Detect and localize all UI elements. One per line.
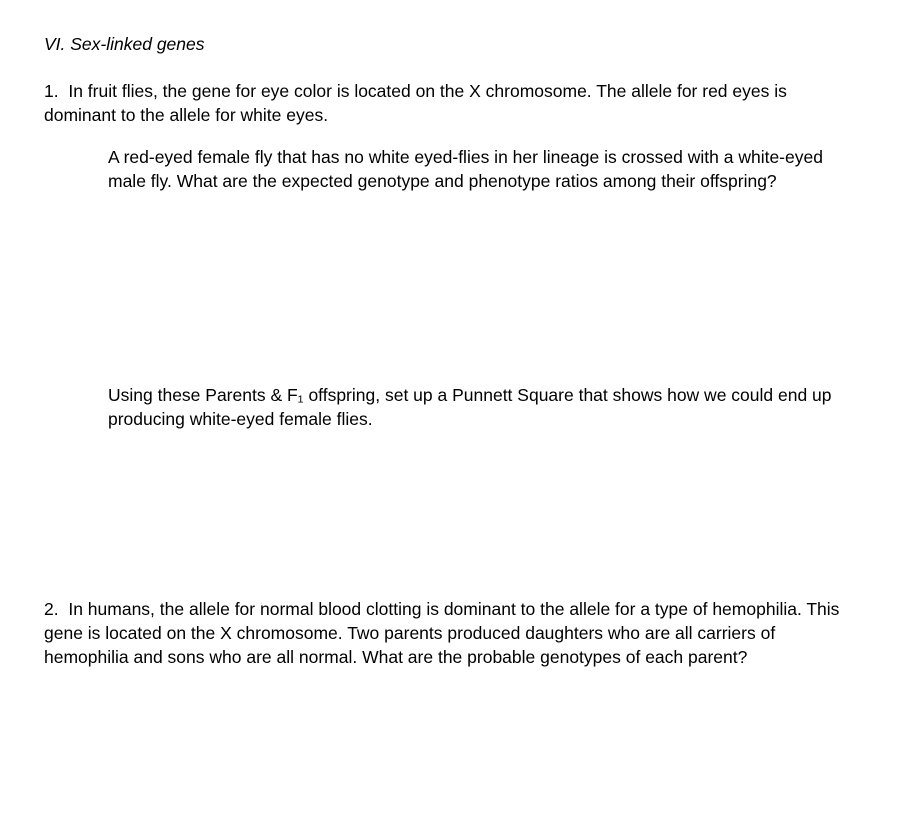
question-1-part-b-line-2: producing white-eyed female flies. bbox=[108, 409, 373, 429]
question-1-part-b-line-1: Using these Parents & F₁ offspring, set up a Punnett Square that shows how we could end up bbox=[108, 385, 832, 405]
question-2-line-1 bbox=[44, 597, 839, 621]
question-2-line-2: gene is located on the X chromosome. Two parents produced daughters who are all carriers of bbox=[44, 623, 776, 643]
question-1-stem-line-1 bbox=[44, 79, 787, 103]
question-2-line-3: hemophilia and sons who are all normal. What are the probable genotypes of each parent? bbox=[44, 647, 748, 667]
section-heading: VI. Sex-linked genes bbox=[44, 34, 205, 54]
question-2-number: 2. bbox=[44, 599, 59, 619]
question-1-stem-line-2: dominant to the allele for white eyes. bbox=[44, 105, 329, 125]
question-1-part-a-line-2: male fly. What are the expected genotype and phenotype ratios among their offspring? bbox=[108, 171, 777, 191]
question-1-number: 1. bbox=[44, 81, 59, 101]
question-1-part-a-line-1: A red-eyed female fly that has no white eyed-flies in her lineage is crossed with a white-eyed bbox=[108, 147, 823, 167]
question-2-text: In humans, the allele for normal blood clotting is dominant to the allele for a type of hemophilia. This bbox=[68, 599, 840, 619]
question-1-stem-text: In fruit flies, the gene for eye color is located on the X chromosome. The allele for red eyes is bbox=[68, 81, 787, 101]
